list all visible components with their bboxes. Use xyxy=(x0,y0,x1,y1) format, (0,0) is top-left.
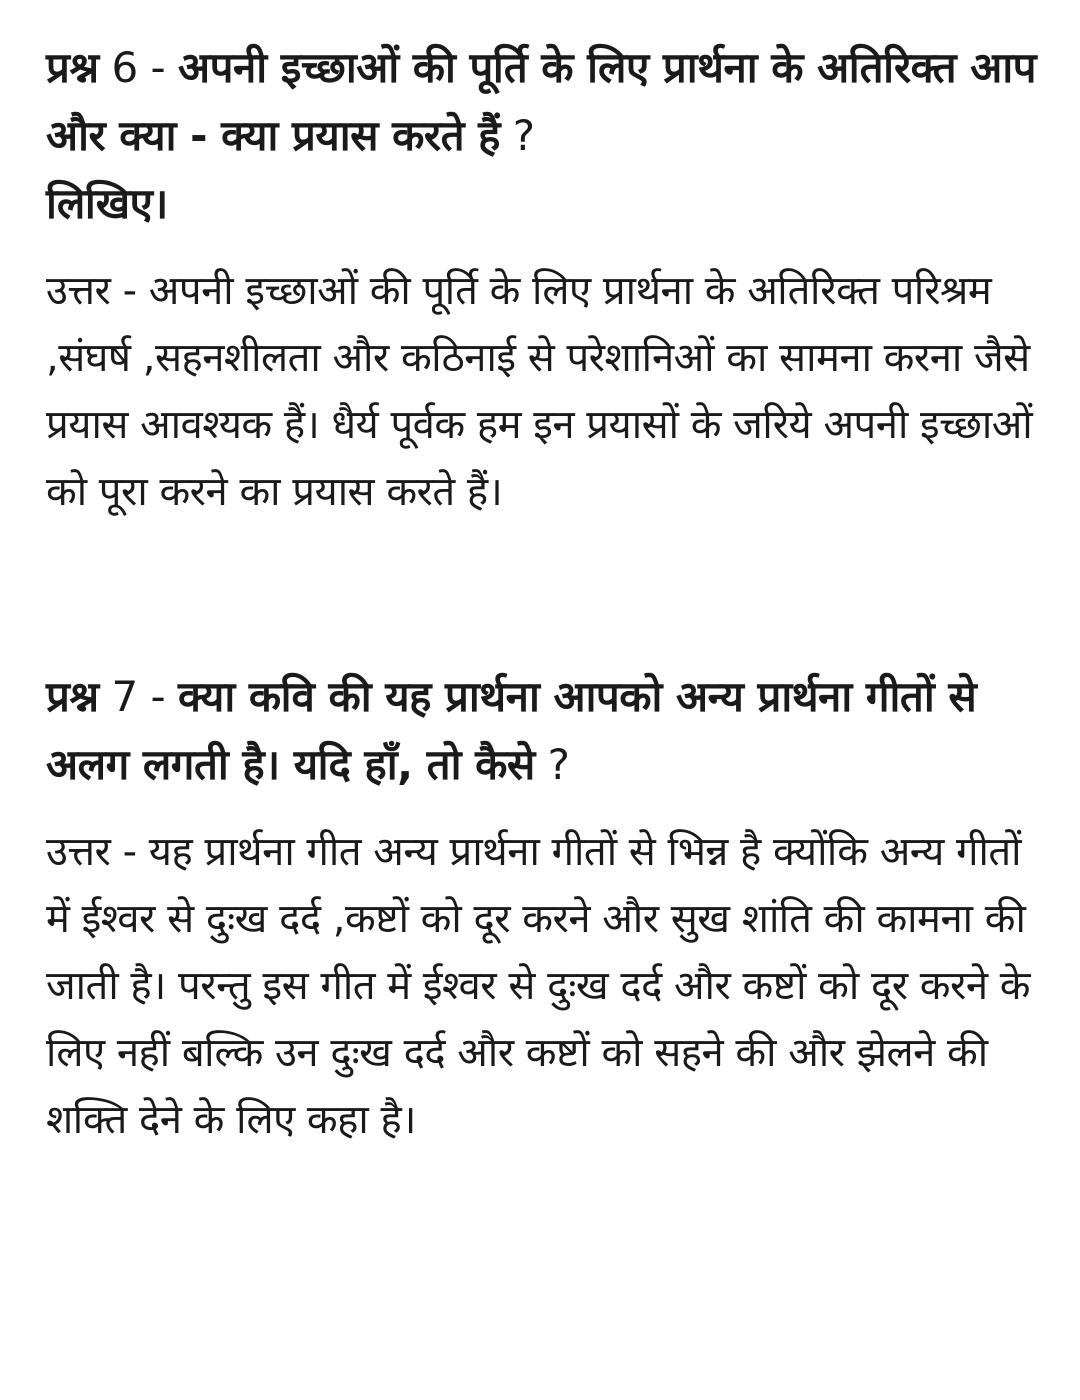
question-label: प्रश्न xyxy=(46,672,99,721)
question-7 xyxy=(46,663,1040,799)
question-6 xyxy=(46,34,1040,238)
question-number: 7 - xyxy=(111,672,166,721)
question-number: 6 - xyxy=(111,43,166,92)
question-mark: ? xyxy=(512,111,535,160)
answer-7: उत्तर - यह प्रार्थना गीत अन्य प्रार्थना गीतों से भिन्न है क्योंकि अन्य गीतों में ईश्वर से दुःख दर्द ,कष्टों को दूर करने और सुख शांति की कामना की जाती है। परन्तु इस गीत में ईश्वर से दुःख दर्द और कष्टों को दूर करने के लिए नहीं बल्कि उन दुःख दर्द और कष्टों को सहने की और झेलने की शक्ति देने के लिए कहा है। xyxy=(46,829,1031,1143)
answer-6: उत्तर - अपनी इच्छाओं की पूर्ति के लिए प्रार्थना के अतिरिक्त परिश्रम ,संघर्ष ,सहनशीलता और कठिनाई से परेशानिओं का सामना करना जैसे प्रयास आवश्यक हैं। धैर्य पूर्वक हम इन प्रयासों के जरिये अपनी इच्छाओं को पूरा करने का प्रयास करते हैं। xyxy=(46,268,1033,515)
question-mark: ? xyxy=(547,740,570,789)
question-tail: लिखिए। xyxy=(46,179,168,228)
question-text: क्या कवि की यह प्रार्थना आपको अन्य प्रार्थना गीतों से अलग लगती है। यदि हाँ, तो कैसे xyxy=(46,672,977,789)
question-text: अपनी इच्छाओं की पूर्ति के लिए प्रार्थना के अतिरिक्त आप और क्या - क्या प्रयास करते हैं xyxy=(46,43,1036,160)
question-label: प्रश्न xyxy=(46,43,99,92)
